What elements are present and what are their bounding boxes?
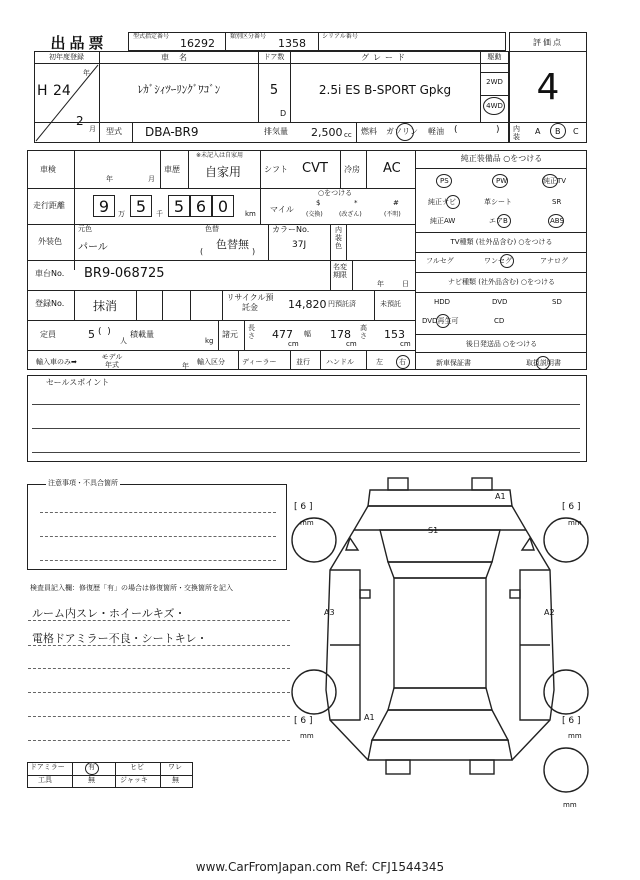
- tire-depth-value: 6: [568, 502, 575, 512]
- tire-unit-front-right: mm: [568, 519, 582, 527]
- equip-sr: SR: [552, 198, 562, 206]
- capacity-unit: 人: [120, 337, 127, 345]
- mileage-man-unit: 万: [118, 210, 125, 218]
- equip-leather: 革シート: [484, 198, 512, 206]
- navi-hdd: HDD: [434, 298, 451, 306]
- sales-point-label: セールスポイント: [46, 378, 110, 387]
- original-color: パール: [78, 242, 108, 253]
- fuel-label: 燃料: [361, 127, 377, 136]
- first-reg-slash: [34, 63, 100, 143]
- reg-no: 抹消: [93, 299, 118, 313]
- interior-a: A: [535, 127, 541, 136]
- tv-oneseg-circle: [500, 254, 514, 268]
- tire-depth-value: 6: [300, 716, 307, 726]
- tv-label: TV種類 (社外品含む) ○をつける: [450, 237, 553, 246]
- meter-opt-5: #: [393, 199, 399, 207]
- fuel-gasoline-circle: [396, 123, 414, 141]
- equip-airbag: エアB: [489, 217, 508, 225]
- caution-box: [27, 484, 287, 570]
- car-name-label: 車名: [161, 53, 197, 62]
- damage-s1: S1: [428, 526, 439, 535]
- legend-ari-circle: [85, 762, 99, 775]
- reg-no-label: 登録No.: [35, 299, 65, 308]
- model-label: 型式: [106, 127, 122, 136]
- chassis-no: BR9-068725: [84, 266, 165, 281]
- drive-4wd-circle: [483, 97, 505, 115]
- tv-fullseg: フルセグ: [426, 257, 454, 265]
- type-spec-value: 16292: [180, 37, 215, 50]
- mileage-label: 走行距離: [33, 201, 65, 210]
- length-label: 長さ: [248, 324, 255, 340]
- handle-right: 右: [399, 358, 406, 366]
- equip-ps-circle: [436, 174, 452, 188]
- parallel-label: 並行: [296, 358, 310, 366]
- damage-a3: A3: [324, 608, 335, 617]
- equip-ps: PS: [440, 177, 449, 185]
- first-reg-year: 24: [53, 83, 71, 99]
- equip-tv-circle: [542, 174, 558, 188]
- meter-mile: マイル: [270, 205, 294, 214]
- score-label: 評価点: [533, 37, 563, 47]
- later-warranty: 新車保証書: [436, 359, 471, 367]
- recycle-label: リサイクル預託金: [226, 293, 274, 312]
- shift-value: CVT: [302, 161, 328, 176]
- width-unit: cm: [346, 340, 357, 348]
- displacement-label: 排気量: [264, 127, 288, 136]
- color-no: 37J: [292, 240, 307, 250]
- capacity-label: 定員: [40, 330, 56, 339]
- capacity-value: 5: [88, 328, 95, 341]
- navi-label: ナビ種類 (社外品含む) ○をつける: [447, 277, 556, 286]
- inspector-line-1: ルーム内スレ・ホイールキズ・: [32, 607, 186, 620]
- mileage-digit-4: 6: [195, 196, 207, 216]
- meter-note: ○をつける: [318, 189, 353, 197]
- legend-jack: ジャッキ: [120, 776, 148, 784]
- history-label: 車歴: [164, 165, 180, 174]
- recycle-not: 未預託: [380, 300, 401, 308]
- first-reg-year-unit: 年: [83, 69, 90, 77]
- interior-c: C: [573, 127, 579, 136]
- meter-opt-6: (不明): [384, 211, 401, 218]
- handle-label: ハンドル: [326, 358, 354, 366]
- tire-unit-rear-left: mm: [300, 732, 314, 740]
- import-label: 輸入車のみ➡: [36, 358, 77, 366]
- mileage-digit-5: 0: [217, 196, 229, 216]
- inspection-year-unit: 年: [106, 175, 113, 183]
- chassis-label: 車台No.: [35, 269, 65, 278]
- import-type-label: 輸入区分: [197, 358, 225, 366]
- equip-airbag-circle: [497, 214, 511, 228]
- mileage-sen-unit: 千: [156, 210, 163, 218]
- meter-opt-2: (交換): [306, 211, 323, 218]
- doors-label: ドア数: [263, 53, 285, 61]
- displacement-value: 2,500: [311, 126, 343, 139]
- car-name: ﾚｶﾞｼｨﾂｰﾘﾝｸﾞﾜｺﾞﾝ: [137, 83, 221, 96]
- mileage-digit-1: 9: [98, 196, 110, 216]
- fuel-gasoline: ガソリン: [386, 127, 418, 136]
- inspection-label: 車検: [40, 165, 56, 174]
- interior-label: 内装: [513, 125, 520, 141]
- dims-label: 諸元: [222, 330, 238, 339]
- legend-tools: 工具: [38, 776, 52, 784]
- equip-abs: ABS: [550, 217, 564, 225]
- sheet-title: 出品票: [50, 33, 108, 52]
- color-no-label: カラーNo.: [272, 225, 310, 234]
- first-reg-era: H: [37, 83, 48, 99]
- watermark: www.CarFromJapan.com Ref: CFJ1544345: [195, 860, 445, 874]
- diesel-label: 軽油: [428, 127, 444, 136]
- genuine-label: 純正装備品 ○をつける: [460, 153, 543, 163]
- navi-dvd-play-circle: [436, 314, 450, 328]
- equip-pw: PW: [496, 177, 508, 185]
- tire-unit-spare: mm: [563, 801, 577, 809]
- meter-opt-4: (改ざん): [339, 211, 362, 218]
- sales-point-box: [27, 375, 587, 462]
- score-value: 4: [536, 67, 560, 108]
- tire-depth-rear-left: [ 6 ]: [294, 716, 313, 726]
- drive-label: 駆動: [487, 53, 502, 61]
- interior-b-circle: [550, 123, 566, 139]
- car-damage-diagram: [290, 470, 600, 815]
- name-change-year: 年: [377, 280, 384, 288]
- first-reg-month-unit: 月: [89, 125, 96, 133]
- shift-label: シフト: [264, 165, 288, 174]
- color-name-label: 色替: [205, 225, 219, 233]
- legend-hibi: ヒビ: [130, 763, 144, 771]
- ac-label: 冷房: [344, 165, 360, 174]
- mileage-digit-2: 5: [135, 196, 147, 216]
- height-unit: cm: [400, 340, 411, 348]
- tire-depth-front-left: [ 6 ]: [294, 502, 313, 512]
- grade-label: グレード: [361, 53, 409, 62]
- navi-cd: CD: [494, 317, 505, 325]
- model-year-label: モデル年式: [101, 353, 123, 369]
- handle-left: 左: [376, 358, 383, 366]
- tire-depth-value: 6: [300, 502, 307, 512]
- displacement-unit: cc: [344, 131, 352, 139]
- type-spec-label: 型式指定番号: [133, 33, 170, 40]
- tire-depth-front-right: [ 6 ]: [562, 502, 581, 512]
- legend-jack-none: 無: [172, 776, 179, 784]
- tv-oneseg: ワンセグ: [484, 257, 512, 265]
- history-value: 自家用: [205, 165, 242, 179]
- color-label: 外装色: [38, 237, 62, 246]
- dealer-label: ディーラー: [242, 358, 277, 366]
- equip-tv: 純正TV: [543, 177, 567, 185]
- later-manual: 取扱説明書: [526, 359, 561, 367]
- recycle-amount: 14,820: [288, 298, 327, 311]
- tire-depth-rear-right: [ 6 ]: [562, 716, 581, 726]
- grade-value: 2.5i ES B-SPORT Gpkg: [318, 83, 452, 97]
- tire-unit-rear-right: mm: [568, 732, 582, 740]
- ac-value: AC: [383, 161, 401, 176]
- meter-opt-1: $: [316, 199, 321, 207]
- drive-2wd: 2WD: [486, 77, 503, 86]
- inspection-month-unit: 月: [148, 175, 155, 183]
- equip-aw: 純正AW: [430, 217, 456, 225]
- inspector-label: 検査員記入欄：修復歴「有」の場合は修復箇所・交換箇所を記入: [30, 584, 233, 592]
- later-manual-circle: [536, 356, 550, 370]
- drive-4wd: 4WD: [486, 101, 503, 110]
- damage-a2: A2: [544, 608, 555, 617]
- width-value: 178: [330, 328, 351, 341]
- equip-pw-circle: [492, 174, 508, 188]
- name-change-label: 名変期限: [333, 263, 347, 279]
- mileage-digit-3: 5: [173, 196, 185, 216]
- serial-label: シリアル番号: [322, 33, 358, 40]
- meter-opt-3: *: [354, 199, 358, 207]
- recycle-status: 円預託済: [328, 300, 356, 308]
- interior-b: B: [555, 127, 561, 136]
- length-value: 477: [272, 328, 293, 341]
- car-outline: [292, 478, 588, 792]
- navi-dvd: DVD: [492, 298, 508, 306]
- legend-doormirror: ドアミラー: [30, 763, 65, 771]
- doors-code: D: [280, 109, 287, 118]
- width-label: 幅: [304, 330, 311, 338]
- legend-tools-none: 無: [88, 776, 95, 784]
- first-reg-month: 2: [76, 114, 84, 128]
- legend-ari: 有: [88, 763, 95, 771]
- original-color-label: 元色: [78, 225, 92, 233]
- length-unit: cm: [288, 340, 299, 348]
- class-value: 1358: [278, 37, 306, 50]
- tire-unit-front-left: mm: [300, 519, 314, 527]
- model-value: DBA-BR9: [145, 125, 199, 139]
- damage-a1-front: A1: [495, 492, 506, 501]
- name-change-month: 日: [402, 280, 409, 288]
- doors-value: 5: [269, 82, 279, 98]
- class-label: 類別区分番号: [230, 33, 267, 40]
- load-unit: kg: [205, 337, 214, 345]
- mileage-km-unit: km: [245, 210, 256, 218]
- later-label: 後日発送品 ○をつける: [465, 339, 538, 348]
- legend-ware: ワレ: [168, 763, 182, 771]
- equip-navi-circle: [446, 195, 460, 209]
- tire-depth-value: 6: [568, 716, 575, 726]
- handle-right-circle: [396, 355, 410, 369]
- history-note: ※未記入は自家用: [196, 152, 244, 159]
- caution-label: 注意事項・不具合箇所: [48, 479, 118, 487]
- tv-analog: アナログ: [540, 257, 568, 265]
- height-value: 153: [384, 328, 405, 341]
- damage-a1-rear: A1: [364, 713, 375, 722]
- model-year-unit: 年: [182, 362, 189, 370]
- first-reg-label: 初年度登録: [49, 53, 84, 61]
- equip-navi: 純正ナビ: [428, 198, 456, 206]
- height-label: 高さ: [360, 324, 367, 340]
- load-label: 積載量: [130, 330, 154, 339]
- navi-sd: SD: [552, 298, 562, 306]
- interior-color-label: 内装色: [335, 226, 342, 250]
- equip-abs-circle: [548, 214, 564, 228]
- color-change: 色替無: [216, 238, 249, 251]
- navi-dvd-play: DVD再生可: [422, 317, 459, 325]
- inspector-line-2: 電格ドアミラー不良・シートキレ・: [32, 632, 208, 645]
